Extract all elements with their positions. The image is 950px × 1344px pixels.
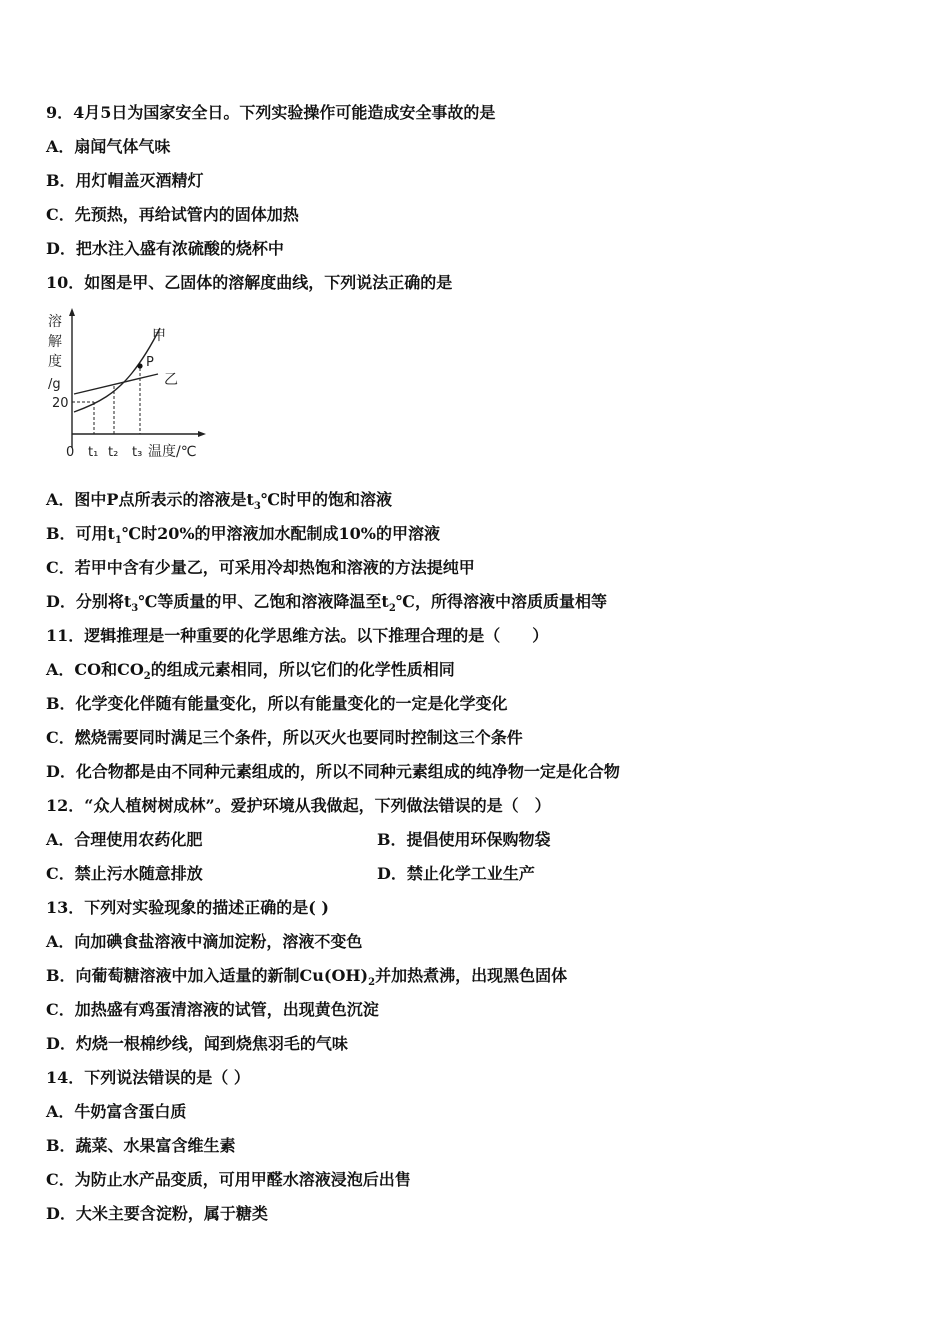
q11-stem: 11．逻辑推理是一种重要的化学思维方法。以下推理合理的是（ ） [46,626,549,645]
y-label-3: 度 [48,354,62,370]
q9-option-a: A．扇闻气体气味 [46,137,171,156]
point-p-label: P [146,355,154,370]
q10-b-sub: 1 [114,535,122,547]
q10-option-a [46,490,392,513]
q10-option-b [46,524,441,547]
q14-option-b: B．蔬菜、水果富含维生素 [46,1136,236,1155]
y-label-2: 解 [48,334,62,350]
y-tick-20: 20 [52,396,69,411]
q11-option-a [46,660,455,683]
q10-d-mid: ℃等质量的甲、乙饱和溶液降温至t [138,592,389,611]
x-tick-t2: t₂ [108,445,119,460]
q12-stem: 12．“众人植树树成林”。爱护环境从我做起，下列做法错误的是（ ） [46,796,551,815]
q11-a-sub: 2 [143,671,151,683]
q12-option-a: A．合理使用农药化肥 [46,830,203,849]
q12-option-b: B．提倡使用环保购物袋 [377,830,551,849]
q10-d-sub2: 2 [388,603,396,615]
x-axis-arrow [198,431,206,437]
q9-stem: 9．4月5日为国家安全日。下列实验操作可能造成安全事故的是 [46,103,496,122]
q11-option-b: B．化学变化伴随有能量变化，所以有能量变化的一定是化学变化 [46,694,508,713]
solubility-curve-figure [44,308,214,468]
point-p [137,363,142,368]
x-tick-t1: t₁ [88,445,99,460]
q13-option-c: C．加热盛有鸡蛋清溶液的试管，出现黄色沉淀 [46,1000,379,1019]
y-label-1: 溶 [48,314,62,330]
q10-a-sub: 3 [253,501,261,513]
q10-a-pre: A．图中P点所表示的溶液是t [46,490,254,509]
q10-option-c: C．若甲中含有少量乙，可采用冷却热饱和溶液的方法提纯甲 [46,558,475,577]
curve-yi-label: 乙 [164,372,178,388]
y-axis-arrow [69,308,75,316]
x-label: 温度/℃ [148,444,197,460]
q12-option-d: D．禁止化学工业生产 [377,864,535,883]
q9-option-d: D．把水注入盛有浓硫酸的烧杯中 [46,239,284,258]
q13-stem: 13．下列对实验现象的描述正确的是( ) [46,898,329,917]
q13-option-d: D．灼烧一根棉纱线，闻到烧焦羽毛的气味 [46,1034,348,1053]
q10-a-post: ℃时甲的饱和溶液 [260,490,392,509]
q10-d-pre: D．分别将t [46,592,132,611]
curve-jia [74,328,160,412]
q14-stem: 14．下列说法错误的是（ ） [46,1068,250,1087]
q10-b-pre: B．可用t [46,524,115,543]
curve-yi [74,374,158,394]
q12-option-c: C．禁止污水随意排放 [46,864,203,883]
q10-stem: 10．如图是甲、乙固体的溶解度曲线，下列说法正确的是 [46,273,453,292]
q13-option-b [46,966,568,989]
y-label-4: /g [48,377,61,392]
q13-option-a: A．向加碘食盐溶液中滴加淀粉，溶液不变色 [46,932,363,951]
q13-b-sub: 2 [368,977,376,989]
curve-jia-label: 甲 [152,328,166,344]
q13-b-pre: B．向葡萄糖溶液中加入适量的新制Cu(OH) [46,966,369,985]
q10-d-sub1: 3 [131,603,139,615]
q14-option-c: C．为防止水产品变质，可用甲醛水溶液浸泡后出售 [46,1170,411,1189]
q14-option-d: D．大米主要含淀粉，属于糖类 [46,1204,268,1223]
x-tick-0: 0 [66,445,75,460]
q10-b-post: ℃时20%的甲溶液加水配制成10%的甲溶液 [121,524,441,543]
q11-option-c: C．燃烧需要同时满足三个条件，所以灭火也要同时控制这三个条件 [46,728,523,747]
q9-option-b: B．用灯帽盖灭酒精灯 [46,171,204,190]
q10-option-d [46,592,607,615]
q9-option-c: C．先预热，再给试管内的固体加热 [46,205,299,224]
q13-b-post: 并加热煮沸，出现黑色固体 [375,966,568,985]
x-tick-t3: t₃ [132,445,143,460]
q10-d-post: ℃，所得溶液中溶质质量相等 [395,592,607,611]
q14-option-a: A．牛奶富含蛋白质 [46,1102,187,1121]
q11-a-post: 的组成元素相同，所以它们的化学性质相同 [150,660,455,679]
q11-a-pre: A．CO和CO [46,660,144,679]
q11-option-d: D．化合物都是由不同种元素组成的，所以不同种元素组成的纯净物一定是化合物 [46,762,620,781]
